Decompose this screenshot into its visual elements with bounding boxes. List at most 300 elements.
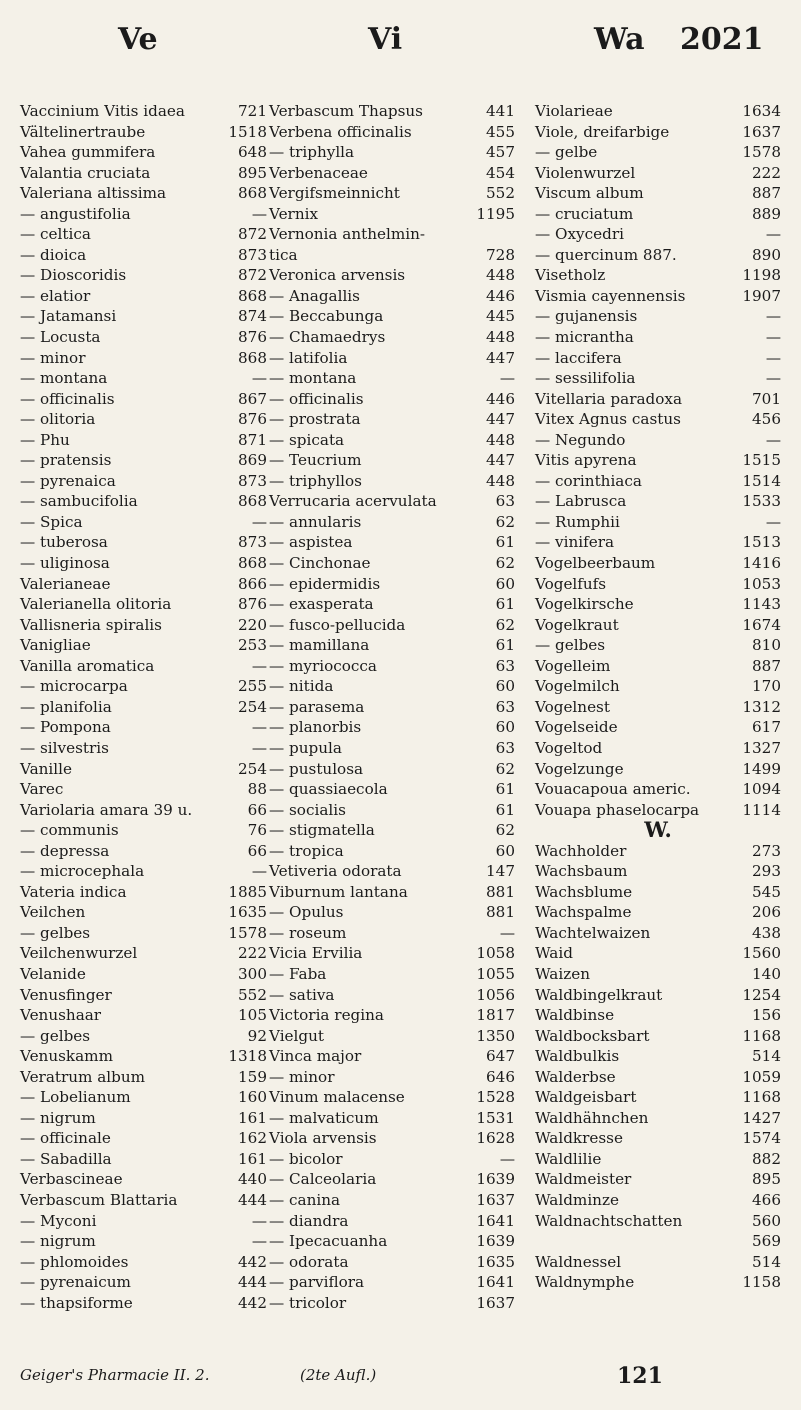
entry-term: — officinale bbox=[20, 1129, 111, 1148]
index-entry bbox=[269, 861, 515, 882]
entry-page-number: 1059 bbox=[742, 1067, 781, 1086]
index-entry bbox=[535, 882, 781, 903]
entry-term: Violarieae bbox=[535, 102, 613, 120]
entry-term: — dioica bbox=[20, 245, 87, 264]
index-entry bbox=[20, 738, 267, 759]
entry-term: Vallisneria spiralis bbox=[20, 615, 162, 634]
entry-page-number: — bbox=[765, 225, 781, 244]
entry-term: — Ipecacuanha bbox=[269, 1232, 388, 1251]
entry-term: — micrantha bbox=[535, 328, 634, 347]
entry-term: Vielgut bbox=[269, 1026, 325, 1045]
entry-page-number: 882 bbox=[752, 1149, 781, 1168]
entry-term: — depressa bbox=[20, 841, 110, 860]
entry-term: — bicolor bbox=[269, 1149, 343, 1168]
entry-page-number: 62 bbox=[495, 512, 515, 531]
entry-term: Vicia Ervilia bbox=[269, 944, 363, 963]
entry-term: — thapsiforme bbox=[20, 1293, 133, 1312]
index-entry bbox=[20, 1005, 267, 1026]
entry-term: — pustulosa bbox=[269, 759, 364, 778]
entry-term: Verbascineae bbox=[20, 1170, 123, 1189]
entry-page-number: — bbox=[251, 862, 267, 881]
entry-term: — tuberosa bbox=[20, 533, 108, 552]
entry-page-number: 1674 bbox=[742, 615, 781, 634]
index-entry bbox=[20, 491, 267, 512]
entry-page-number: 440 bbox=[238, 1170, 267, 1189]
index-entry bbox=[269, 1108, 515, 1129]
index-entry bbox=[20, 841, 267, 862]
index-entry bbox=[20, 327, 267, 348]
entry-term: Waldbocksbart bbox=[535, 1026, 650, 1045]
entry-term: Valantia cruciata bbox=[20, 163, 151, 182]
index-entry bbox=[269, 245, 515, 266]
entry-term: Vouacapoua americ. bbox=[535, 780, 691, 799]
index-entry bbox=[535, 738, 781, 759]
index-entry bbox=[535, 1211, 781, 1232]
entry-term: — nitida bbox=[269, 677, 334, 696]
index-entry bbox=[269, 923, 515, 944]
entry-term: — Anagallis bbox=[269, 286, 360, 305]
entry-page-number: 873 bbox=[238, 245, 267, 264]
entry-page-number: 447 bbox=[486, 348, 515, 367]
entry-page-number: 206 bbox=[752, 903, 781, 922]
entry-term: — Sabadilla bbox=[20, 1149, 112, 1168]
entry-page-number: 552 bbox=[486, 184, 515, 203]
index-entry bbox=[269, 1026, 515, 1047]
entry-term: — corinthiaca bbox=[535, 471, 642, 490]
index-entry bbox=[269, 1169, 515, 1190]
entry-term: Verbascum Thapsus bbox=[269, 102, 423, 120]
entry-term: — diandra bbox=[269, 1211, 349, 1230]
entry-page-number: 1427 bbox=[742, 1108, 781, 1127]
entry-page-number: — bbox=[765, 348, 781, 367]
entry-page-number: 1578 bbox=[228, 923, 267, 942]
index-entry bbox=[535, 224, 781, 245]
index-entry bbox=[269, 1067, 515, 1088]
index-entry bbox=[535, 389, 781, 410]
index-entry bbox=[269, 820, 515, 841]
entry-page-number: — bbox=[499, 1149, 515, 1168]
entry-term: — Labrusca bbox=[535, 492, 627, 511]
entry-page-number: 441 bbox=[486, 102, 515, 120]
entry-term: Vernonia anthelmin- bbox=[269, 225, 426, 244]
entry-term: Verbena officinalis bbox=[269, 122, 412, 141]
index-entry bbox=[269, 985, 515, 1006]
entry-term: Veronica arvensis bbox=[269, 266, 406, 285]
entry-page-number: 63 bbox=[495, 492, 515, 511]
index-entry bbox=[20, 389, 267, 410]
entry-term: Waldkresse bbox=[535, 1129, 623, 1148]
entry-term: — Phu bbox=[20, 430, 70, 449]
entry-term: Waldlilie bbox=[535, 1149, 602, 1168]
entry-page-number: 61 bbox=[495, 780, 515, 799]
index-entry bbox=[20, 574, 267, 595]
index-entry bbox=[20, 532, 267, 553]
entry-term: — Spica bbox=[20, 512, 83, 531]
index-entry bbox=[20, 101, 267, 122]
entry-term: — odorata bbox=[269, 1252, 349, 1271]
entry-page-number: 552 bbox=[238, 985, 267, 1004]
entry-term: Vogelseide bbox=[535, 718, 618, 737]
entry-term: Vinum malacense bbox=[269, 1088, 405, 1107]
entry-page-number: 1056 bbox=[476, 985, 515, 1004]
entry-term: Vältelinertraube bbox=[20, 122, 146, 141]
entry-term: Verbenaceae bbox=[269, 163, 368, 182]
entry-term: Waizen bbox=[535, 964, 590, 983]
entry-term: — malvaticum bbox=[269, 1108, 379, 1127]
index-entry bbox=[535, 348, 781, 369]
entry-term: — parviflora bbox=[269, 1273, 365, 1292]
index-entry bbox=[535, 532, 781, 553]
index-entry bbox=[535, 615, 781, 636]
entry-page-number: 1514 bbox=[742, 471, 781, 490]
entry-term: Viola arvensis bbox=[269, 1129, 377, 1148]
entry-term: — gujanensis bbox=[535, 307, 638, 326]
entry-term: — epidermidis bbox=[269, 574, 381, 593]
entry-page-number: 876 bbox=[238, 595, 267, 614]
entry-term: — spicata bbox=[269, 430, 345, 449]
entry-page-number: 456 bbox=[752, 410, 781, 429]
index-entry bbox=[535, 985, 781, 1006]
entry-page-number: 162 bbox=[238, 1129, 267, 1148]
entry-page-number: 63 bbox=[495, 656, 515, 675]
index-entry bbox=[20, 923, 267, 944]
index-entry bbox=[269, 265, 515, 286]
entry-term: — planifolia bbox=[20, 697, 112, 716]
index-entry bbox=[535, 943, 781, 964]
index-entry bbox=[269, 656, 515, 677]
entry-term: Vanilla aromatica bbox=[20, 656, 155, 675]
entry-term: Waldnessel bbox=[535, 1252, 622, 1271]
entry-page-number: 1055 bbox=[476, 964, 515, 983]
entry-page-number: 560 bbox=[752, 1211, 781, 1230]
entry-page-number: 160 bbox=[238, 1088, 267, 1107]
entry-term: Verbascum Blattaria bbox=[20, 1190, 178, 1209]
entry-term: Vogelbeerbaum bbox=[535, 554, 656, 573]
entry-page-number: 1639 bbox=[476, 1232, 515, 1251]
entry-page-number: 62 bbox=[495, 554, 515, 573]
entry-term: Waldbulkis bbox=[535, 1047, 620, 1066]
index-entry bbox=[20, 635, 267, 656]
index-entry bbox=[535, 1252, 781, 1273]
entry-term: — microcephala bbox=[20, 862, 145, 881]
entry-term: — annularis bbox=[269, 512, 362, 531]
entry-page-number: 61 bbox=[495, 533, 515, 552]
entry-page-number: 1094 bbox=[742, 780, 781, 799]
index-entry bbox=[269, 574, 515, 595]
index-entry bbox=[269, 368, 515, 389]
entry-page-number: 300 bbox=[238, 964, 267, 983]
index-entry bbox=[20, 1190, 267, 1211]
entry-term: Vateria indica bbox=[20, 882, 127, 901]
index-entry bbox=[20, 1149, 267, 1170]
entry-term: Waldminze bbox=[535, 1190, 619, 1209]
entry-page-number: 1628 bbox=[476, 1129, 515, 1148]
index-entry bbox=[20, 1067, 267, 1088]
index-entry bbox=[269, 224, 515, 245]
index-entry bbox=[535, 635, 781, 656]
entry-page-number: 1515 bbox=[742, 451, 781, 470]
index-entry bbox=[269, 553, 515, 574]
entry-page-number: 1637 bbox=[742, 122, 781, 141]
entry-page-number: 810 bbox=[752, 636, 781, 655]
index-entry bbox=[20, 1211, 267, 1232]
entry-term: — quercinum 887. bbox=[535, 245, 677, 264]
entry-page-number: 66 bbox=[247, 800, 267, 819]
entry-page-number: 61 bbox=[495, 800, 515, 819]
entry-page-number: 1327 bbox=[742, 738, 781, 757]
index-entry bbox=[20, 183, 267, 204]
entry-term: — Dioscoridis bbox=[20, 266, 127, 285]
entry-term: — officinalis bbox=[269, 389, 364, 408]
index-column-3 bbox=[535, 101, 781, 1293]
entry-term: Venuskamm bbox=[20, 1047, 113, 1066]
index-entry bbox=[20, 286, 267, 307]
entry-page-number: 1578 bbox=[742, 143, 781, 162]
index-entry bbox=[20, 1231, 267, 1252]
entry-term: — sativa bbox=[269, 985, 335, 1004]
entry-page-number: 869 bbox=[238, 451, 267, 470]
index-entry bbox=[535, 1128, 781, 1149]
index-entry bbox=[20, 717, 267, 738]
entry-term: — triphyllos bbox=[269, 471, 362, 490]
entry-term: — Jatamansi bbox=[20, 307, 117, 326]
index-entry bbox=[535, 841, 781, 862]
entry-page-number: 1635 bbox=[228, 903, 267, 922]
index-column-2 bbox=[269, 101, 515, 1313]
entry-term: — quassiaecola bbox=[269, 780, 388, 799]
entry-term: Waldhähnchen bbox=[535, 1108, 649, 1127]
entry-term: Venushaar bbox=[20, 1006, 102, 1025]
entry-page-number: 62 bbox=[495, 615, 515, 634]
entry-page-number: 647 bbox=[486, 1047, 515, 1066]
entry-term: Vitis apyrena bbox=[535, 451, 637, 470]
index-entry bbox=[535, 265, 781, 286]
entry-term: — exasperata bbox=[269, 595, 374, 614]
section-letter-heading bbox=[535, 817, 781, 843]
entry-term: — gelbes bbox=[535, 636, 606, 655]
entry-page-number: 1639 bbox=[476, 1170, 515, 1189]
entry-term: — roseum bbox=[269, 923, 347, 942]
index-entry bbox=[269, 1211, 515, 1232]
entry-page-number: 1518 bbox=[228, 122, 267, 141]
entry-page-number: 63 bbox=[495, 738, 515, 757]
entry-term: Vanigliae bbox=[20, 636, 91, 655]
index-entry bbox=[269, 1149, 515, 1170]
entry-page-number: 60 bbox=[495, 718, 515, 737]
index-entry bbox=[535, 409, 781, 430]
entry-page-number: 873 bbox=[238, 471, 267, 490]
entry-page-number: 1533 bbox=[742, 492, 781, 511]
entry-term: — gelbe bbox=[535, 143, 598, 162]
index-entry bbox=[20, 142, 267, 163]
entry-page-number: 140 bbox=[752, 964, 781, 983]
entry-page-number: 868 bbox=[238, 554, 267, 573]
entry-page-number: 61 bbox=[495, 636, 515, 655]
entry-page-number: 895 bbox=[238, 163, 267, 182]
index-entry bbox=[269, 512, 515, 533]
entry-page-number: 1635 bbox=[476, 1252, 515, 1271]
entry-page-number: 646 bbox=[486, 1067, 515, 1086]
entry-term: — montana bbox=[20, 369, 108, 388]
index-entry bbox=[269, 1005, 515, 1026]
index-entry bbox=[269, 101, 515, 122]
entry-term: Veilchenwurzel bbox=[20, 944, 138, 963]
entry-page-number: 254 bbox=[238, 759, 267, 778]
index-entry bbox=[269, 327, 515, 348]
entry-term: — prostrata bbox=[269, 410, 361, 429]
entry-page-number: 872 bbox=[238, 225, 267, 244]
entry-term: Waldnymphe bbox=[535, 1273, 635, 1292]
index-entry bbox=[20, 471, 267, 492]
entry-term: Vogeltod bbox=[535, 738, 603, 757]
index-entry bbox=[20, 800, 267, 821]
index-entry bbox=[535, 553, 781, 574]
index-entry bbox=[20, 265, 267, 286]
entry-term: tica bbox=[269, 245, 298, 264]
entry-page-number: — bbox=[765, 307, 781, 326]
index-entry bbox=[269, 635, 515, 656]
entry-page-number: 868 bbox=[238, 492, 267, 511]
entry-page-number: 147 bbox=[486, 862, 515, 881]
index-entry bbox=[20, 163, 267, 184]
entry-page-number: 220 bbox=[238, 615, 267, 634]
entry-term: Waldgeisbart bbox=[535, 1088, 637, 1107]
entry-term: — Negundo bbox=[535, 430, 626, 449]
index-entry bbox=[535, 101, 781, 122]
entry-term: Vitellaria paradoxa bbox=[535, 389, 682, 408]
index-entry bbox=[269, 142, 515, 163]
index-entry bbox=[535, 1087, 781, 1108]
entry-term: — planorbis bbox=[269, 718, 362, 737]
entry-page-number: 161 bbox=[238, 1108, 267, 1127]
footer-edition: (2te Aufl.) bbox=[300, 1366, 377, 1384]
entry-page-number: 438 bbox=[752, 923, 781, 942]
index-entry bbox=[20, 553, 267, 574]
entry-term: — uliginosa bbox=[20, 554, 110, 573]
index-entry bbox=[269, 183, 515, 204]
entry-term: — Teucrium bbox=[269, 451, 362, 470]
index-entry bbox=[269, 348, 515, 369]
entry-page-number: 1907 bbox=[742, 286, 781, 305]
entry-page-number: 1528 bbox=[476, 1088, 515, 1107]
index-entry bbox=[535, 450, 781, 471]
entry-page-number: 62 bbox=[495, 821, 515, 840]
entry-term: — pratensis bbox=[20, 451, 112, 470]
entry-term: Vetiveria odorata bbox=[269, 862, 402, 881]
entry-page-number: 254 bbox=[238, 697, 267, 716]
entry-page-number: 721 bbox=[238, 102, 267, 120]
entry-term: Waldmeister bbox=[535, 1170, 632, 1189]
index-entry bbox=[535, 1231, 781, 1252]
entry-page-number: — bbox=[251, 512, 267, 531]
index-entry bbox=[535, 245, 781, 266]
index-entry bbox=[535, 491, 781, 512]
entry-term: — Oxycedri bbox=[535, 225, 624, 244]
index-entry bbox=[535, 779, 781, 800]
entry-term: Wachsblume bbox=[535, 882, 633, 901]
entry-term: Viscum album bbox=[535, 184, 644, 203]
index-entry bbox=[535, 594, 781, 615]
index-entry bbox=[535, 204, 781, 225]
entry-page-number: 1254 bbox=[742, 985, 781, 1004]
index-entry bbox=[20, 594, 267, 615]
entry-page-number: 1499 bbox=[742, 759, 781, 778]
entry-term: — montana bbox=[269, 369, 357, 388]
entry-term: — tricolor bbox=[269, 1293, 347, 1312]
entry-page-number: 1168 bbox=[742, 1088, 781, 1107]
entry-term: — gelbes bbox=[20, 923, 91, 942]
entry-page-number: 156 bbox=[752, 1006, 781, 1025]
entry-page-number: 866 bbox=[238, 574, 267, 593]
entry-term: Victoria regina bbox=[269, 1006, 384, 1025]
entry-term: — Lobelianum bbox=[20, 1088, 131, 1107]
entry-page-number: 446 bbox=[486, 286, 515, 305]
entry-term: Vernix bbox=[269, 204, 319, 223]
entry-page-number: — bbox=[251, 656, 267, 675]
entry-term: — Locusta bbox=[20, 328, 101, 347]
index-entry bbox=[20, 882, 267, 903]
running-head-page-number: 2021 bbox=[680, 22, 764, 57]
index-entry bbox=[535, 1108, 781, 1129]
entry-page-number: 63 bbox=[495, 697, 515, 716]
entry-page-number: 105 bbox=[238, 1006, 267, 1025]
entry-page-number: 1318 bbox=[228, 1047, 267, 1066]
entry-page-number: 455 bbox=[486, 122, 515, 141]
entry-term: — gelbes bbox=[20, 1026, 91, 1045]
entry-term: Viburnum lantana bbox=[269, 882, 408, 901]
entry-term: — Pompona bbox=[20, 718, 111, 737]
index-entry bbox=[535, 306, 781, 327]
entry-term: Veilchen bbox=[20, 903, 86, 922]
entry-page-number: 442 bbox=[238, 1252, 267, 1271]
index-entry bbox=[20, 1293, 267, 1314]
entry-page-number: 1143 bbox=[742, 595, 781, 614]
entry-page-number: 442 bbox=[238, 1293, 267, 1312]
entry-page-number: 1637 bbox=[476, 1190, 515, 1209]
entry-page-number: 448 bbox=[486, 328, 515, 347]
entry-page-number: 871 bbox=[238, 430, 267, 449]
entry-term: — socialis bbox=[269, 800, 346, 819]
entry-term: — triphylla bbox=[269, 143, 355, 162]
entry-term: Vogelnest bbox=[535, 697, 610, 716]
entry-page-number: 545 bbox=[752, 882, 781, 901]
entry-page-number: 1634 bbox=[742, 102, 781, 120]
entry-term: — minor bbox=[269, 1067, 335, 1086]
index-entry bbox=[20, 779, 267, 800]
entry-page-number: 92 bbox=[247, 1026, 267, 1045]
entry-page-number: 448 bbox=[486, 471, 515, 490]
entry-term: W. bbox=[644, 817, 672, 843]
entry-term: — nigrum bbox=[20, 1232, 96, 1251]
index-entry bbox=[269, 430, 515, 451]
entry-term: Varec bbox=[20, 780, 64, 799]
entry-term: Valerianella olitoria bbox=[20, 595, 172, 614]
index-entry bbox=[20, 1272, 267, 1293]
index-entry bbox=[20, 1252, 267, 1273]
entry-page-number: 887 bbox=[752, 656, 781, 675]
entry-term: — Myconi bbox=[20, 1211, 97, 1230]
entry-page-number: 161 bbox=[238, 1149, 267, 1168]
entry-term: Vogelzunge bbox=[535, 759, 624, 778]
index-entry bbox=[535, 471, 781, 492]
entry-term: — pyrenaica bbox=[20, 471, 116, 490]
entry-term: — parasema bbox=[269, 697, 365, 716]
entry-page-number: 1114 bbox=[742, 800, 781, 819]
entry-page-number: — bbox=[251, 369, 267, 388]
entry-page-number: 873 bbox=[238, 533, 267, 552]
entry-page-number: 62 bbox=[495, 759, 515, 778]
index-entry bbox=[535, 1190, 781, 1211]
